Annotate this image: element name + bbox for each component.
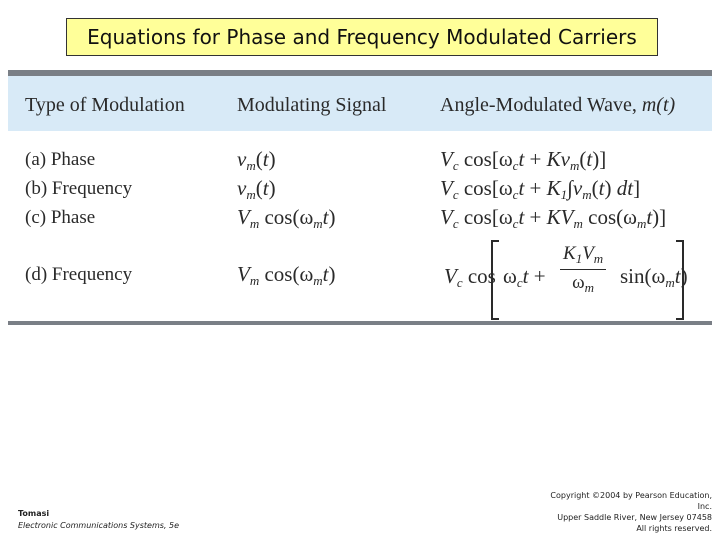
header-angle-modulated-wave xyxy=(440,94,675,117)
copyright-line: Inc. xyxy=(697,502,712,511)
wave-a: $V_c$ $\cos[\omega_ct + Kv_m(t)]$ xyxy=(440,147,607,173)
header-var: m(t) xyxy=(641,94,676,116)
wave-d-sin: $\sin(\omega_mt)$ xyxy=(620,264,688,290)
header-angle-modulated-wave-label: Angle-Modulated Wave, xyxy=(440,94,642,116)
table-bottom-rule xyxy=(8,321,712,325)
row-label-d: (d) Frequency xyxy=(25,264,133,285)
footer-author: Tomasi xyxy=(18,509,50,518)
footer-copyright xyxy=(522,490,712,534)
signal-b: $v_m(t)$ xyxy=(237,176,276,202)
header-type-of-modulation: Type of Modulation xyxy=(25,94,185,116)
copyright-line: All rights reserved. xyxy=(636,524,712,533)
wave-d-left-bracket xyxy=(491,240,499,320)
footer-book: Electronic Communications Systems, 5e xyxy=(18,521,180,530)
wave-c: $V_c$ $\cos[\omega_ct + KV_m$ $\cos(\omega_mt)$] xyxy=(440,205,667,231)
copyright-line: Copyright ©2004 by Pearson Education, xyxy=(550,491,712,500)
signal-a: $v_m(t)$ xyxy=(237,147,276,173)
header-modulating-signal: Modulating Signal xyxy=(237,94,387,116)
signal-d: $V_m$ $\cos(\omega_mt)$ xyxy=(237,262,336,288)
slide-title: Equations for Phase and Frequency Modulated Carriers xyxy=(66,18,658,56)
wave-d-fraction: $\frac{K_1V_m}{\omega_m}$ xyxy=(556,243,610,296)
row-label-b: (b) Frequency xyxy=(25,178,133,199)
row-label-c: (c) Phase xyxy=(25,207,96,228)
wave-d-prefix: $V_c$ cos xyxy=(444,264,496,290)
wave-d-right-bracket xyxy=(676,240,684,320)
row-label-a: (a) Phase xyxy=(25,149,96,170)
wave-d-term1: $\omega_ct$ + xyxy=(503,264,546,290)
wave-b: $V_c$ $\cos[\omega_ct + K_1\int v_m(t)$ dt] xyxy=(440,176,641,202)
signal-c: $V_m$ $\cos(\omega_mt)$ xyxy=(237,205,336,231)
copyright-line: Upper Saddle River, New Jersey 07458 xyxy=(557,513,712,522)
